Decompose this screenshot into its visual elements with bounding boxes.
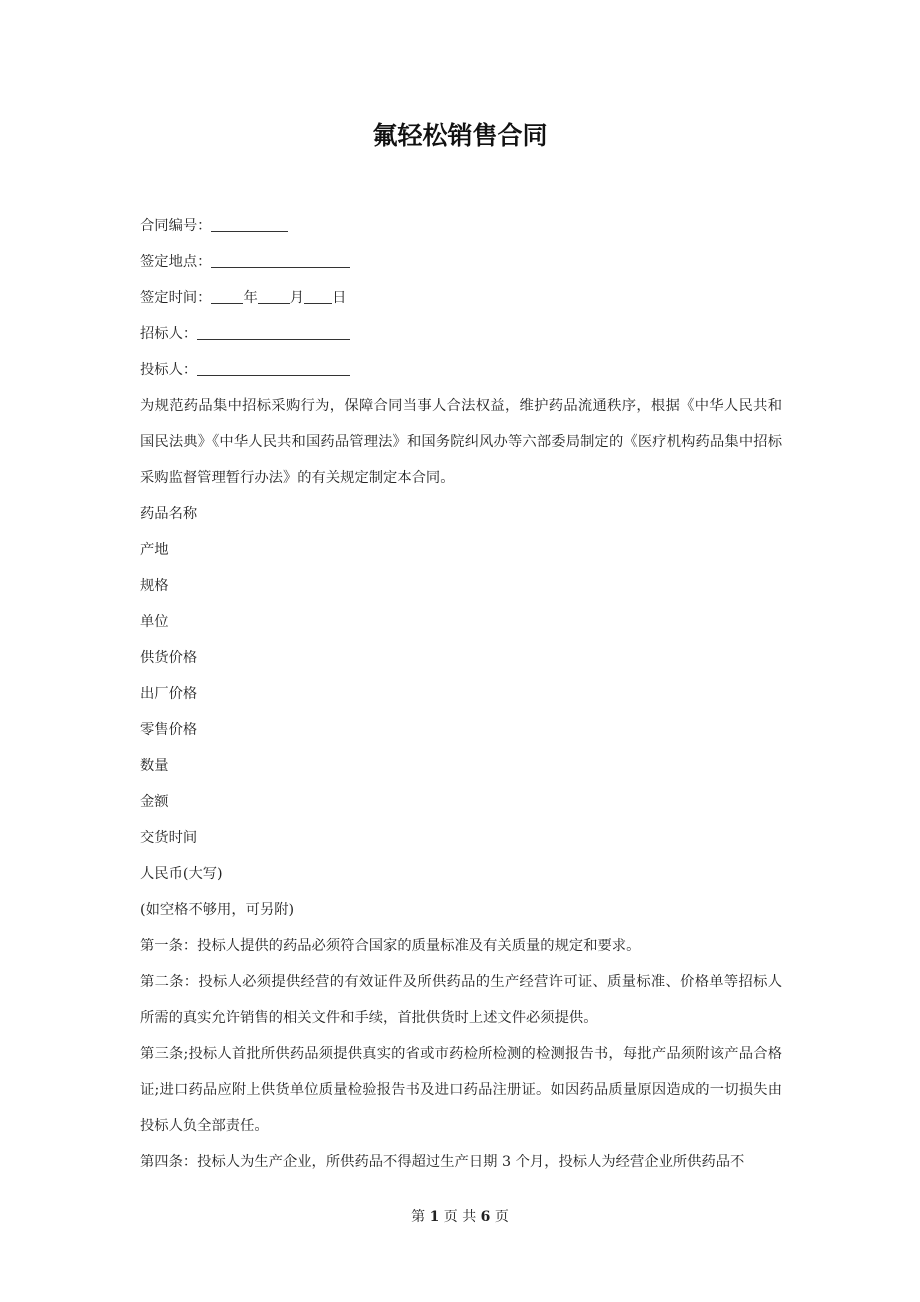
signing-time-label: 签定时间：	[140, 290, 212, 306]
year-label: 年	[243, 290, 258, 306]
footer-suffix: 页	[494, 1209, 509, 1225]
bidder-label: 投标人：	[140, 362, 198, 378]
total-page-count: 6	[480, 1209, 491, 1225]
bidder-field	[140, 352, 782, 388]
current-page-number: 1	[429, 1209, 440, 1225]
item-line: 人民币(大写)	[140, 866, 223, 882]
month-blank	[258, 289, 290, 304]
tenderer-field	[140, 316, 782, 352]
bidder-blank	[197, 361, 350, 376]
contract-number-field	[140, 208, 782, 244]
tenderer-label: 招标人：	[140, 326, 198, 342]
article-2: 第二条：投标人必须提供经营的有效证件及所供药品的生产经营许可证、质量标准、价格单等招标人所需的真实允许销售的相关文件和手续，首批供货时上述文件必须提供。	[140, 974, 782, 1026]
document-body	[140, 208, 782, 1180]
footer-mid: 页 共	[443, 1209, 477, 1225]
document-title: 氟轻松销售合同	[372, 121, 548, 150]
page-footer	[0, 1206, 920, 1226]
preamble: 为规范药品集中招标采购行为，保障合同当事人合法权益，维护药品流通秩序，根据《中华人民共和国民法典》《中华人民共和国药品管理法》和国务院纠风办等六部委局制定的《医疗机构药品集中招标采购监督管理暂行办法》的有关规定制定本合同。	[140, 398, 782, 486]
signing-time-field	[140, 280, 782, 316]
signing-place-label: 签定地点：	[140, 254, 212, 270]
item-line: 出厂价格	[140, 686, 198, 702]
item-line: 零售价格	[140, 722, 198, 738]
day-label: 日	[332, 290, 347, 306]
item-line: (如空格不够用，可另附)	[140, 902, 295, 918]
item-line: 单位	[140, 614, 169, 630]
day-blank	[304, 289, 332, 304]
item-line: 规格	[140, 578, 169, 594]
month-label: 月	[289, 290, 305, 306]
item-line: 数量	[140, 758, 169, 774]
article-3: 第三条;投标人首批所供药品须提供真实的省或市药检所检测的检测报告书，每批产品须附该产品合格证;进口药品应附上供货单位质量检验报告书及进口药品注册证。如因药品质量原因造成的一切损失由投标人负全部责任。	[140, 1046, 782, 1134]
footer-prefix: 第	[411, 1209, 426, 1225]
signing-place-blank	[211, 253, 350, 268]
tenderer-blank	[197, 325, 350, 340]
contract-number-label: 合同编号：	[140, 218, 212, 234]
signing-place-field	[140, 244, 782, 280]
item-line: 供货价格	[140, 650, 198, 666]
item-line: 药品名称	[140, 506, 198, 522]
item-line: 交货时间	[140, 830, 198, 846]
item-line: 金额	[140, 794, 169, 810]
article-4: 第四条：投标人为生产企业，所供药品不得超过生产日期 3 个月，投标人为经营企业所供药品不	[140, 1154, 745, 1170]
contract-number-blank	[211, 217, 288, 232]
item-line: 产地	[140, 542, 169, 558]
year-blank	[211, 289, 243, 304]
article-1: 第一条：投标人提供的药品必须符合国家的质量标准及有关质量的规定和要求。	[140, 938, 641, 954]
